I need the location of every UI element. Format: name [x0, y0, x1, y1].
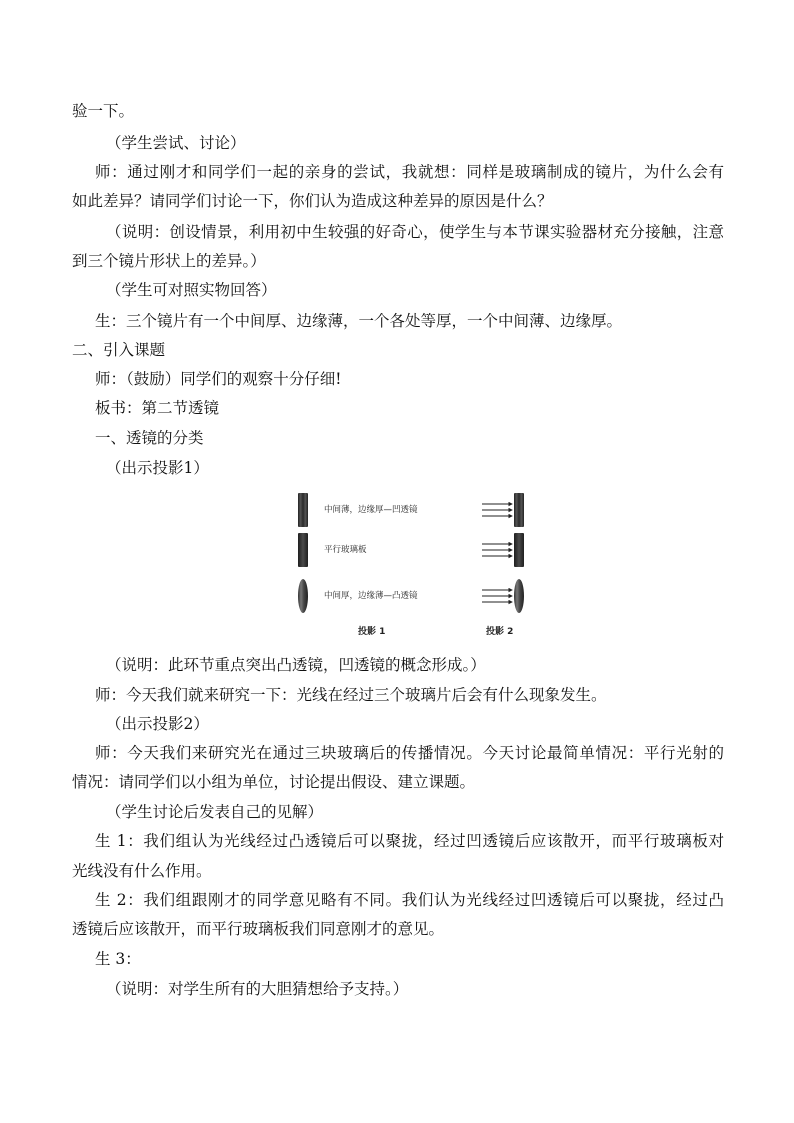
label-convex: 中间厚，边缘薄—凸透镜 [324, 591, 418, 601]
paragraph: 情况：请同学们以小组为单位，讨论提出假设、建立课题。 [72, 773, 476, 791]
paragraph: （学生尝试、讨论） [106, 134, 246, 152]
paragraph: （出示投影1） [106, 459, 209, 477]
paragraph: 师：今天我们就来研究一下：光线在经过三个玻璃片后会有什么现象发生。 [95, 686, 607, 704]
caption-projection-1: 投影 1 [358, 627, 386, 637]
section-heading: 二、引入课题 [72, 341, 166, 359]
label-flat: 平行玻璃板 [324, 545, 367, 555]
paragraph: 板书：第二节透镜 [95, 399, 220, 417]
paragraph: 如此差异？请同学们讨论一下，你们认为造成这种差异的原因是什么？ [72, 192, 553, 210]
paragraph: 生：三个镜片有一个中间厚、边缘薄，一个各处等厚，一个中间薄、边缘厚。 [95, 312, 623, 330]
paragraph: （出示投影2） [106, 715, 209, 733]
paragraph: （说明：此环节重点突出凸透镜，凹透镜的概念形成。） [106, 656, 486, 674]
parallel-rays-arrows [290, 487, 532, 627]
paragraph: 师：通过刚才和同学们一起的亲身的尝试，我就想：同样是玻璃制成的镜片，为什么会有 [95, 163, 724, 181]
paragraph: （学生可对照实物回答） [106, 281, 277, 299]
paragraph: 光线没有什么作用。 [72, 862, 212, 880]
projection-figure [290, 487, 532, 645]
subsection-heading: 一、透镜的分类 [95, 429, 204, 447]
paragraph: 生 3： [95, 950, 141, 968]
paragraph: 师：今天我们来研究光在通过三块玻璃后的传播情况。今天讨论最简单情况：平行光射的 [95, 744, 724, 762]
paragraph: 生 2：我们组跟刚才的同学意见略有不同。我们认为光线经过凹透镜后可以聚拢，经过凸 [95, 891, 724, 909]
label-concave: 中间薄，边缘厚—凹透镜 [324, 505, 418, 515]
caption-projection-2: 投影 2 [486, 627, 514, 637]
paragraph: 到三个镜片形状上的差异。） [72, 252, 266, 270]
paragraph: 生 1：我们组认为光线经过凸透镜后可以聚拢，经过凹透镜后应该散开，而平行玻璃板对 [95, 832, 724, 850]
paragraph: （说明：对学生所有的大胆猜想给予支持。） [106, 980, 409, 998]
paragraph: （学生讨论后发表自己的见解） [106, 803, 324, 821]
paragraph: （说明：创设情景，利用初中生较强的好奇心，使学生与本节课实验器材充分接触，注意 [106, 223, 724, 241]
paragraph: 透镜后应该散开，而平行玻璃板我们同意刚才的意见。 [72, 920, 445, 938]
paragraph: 师：（鼓励）同学们的观察十分仔细! [95, 370, 342, 388]
paragraph: 验一下。 [72, 102, 135, 120]
